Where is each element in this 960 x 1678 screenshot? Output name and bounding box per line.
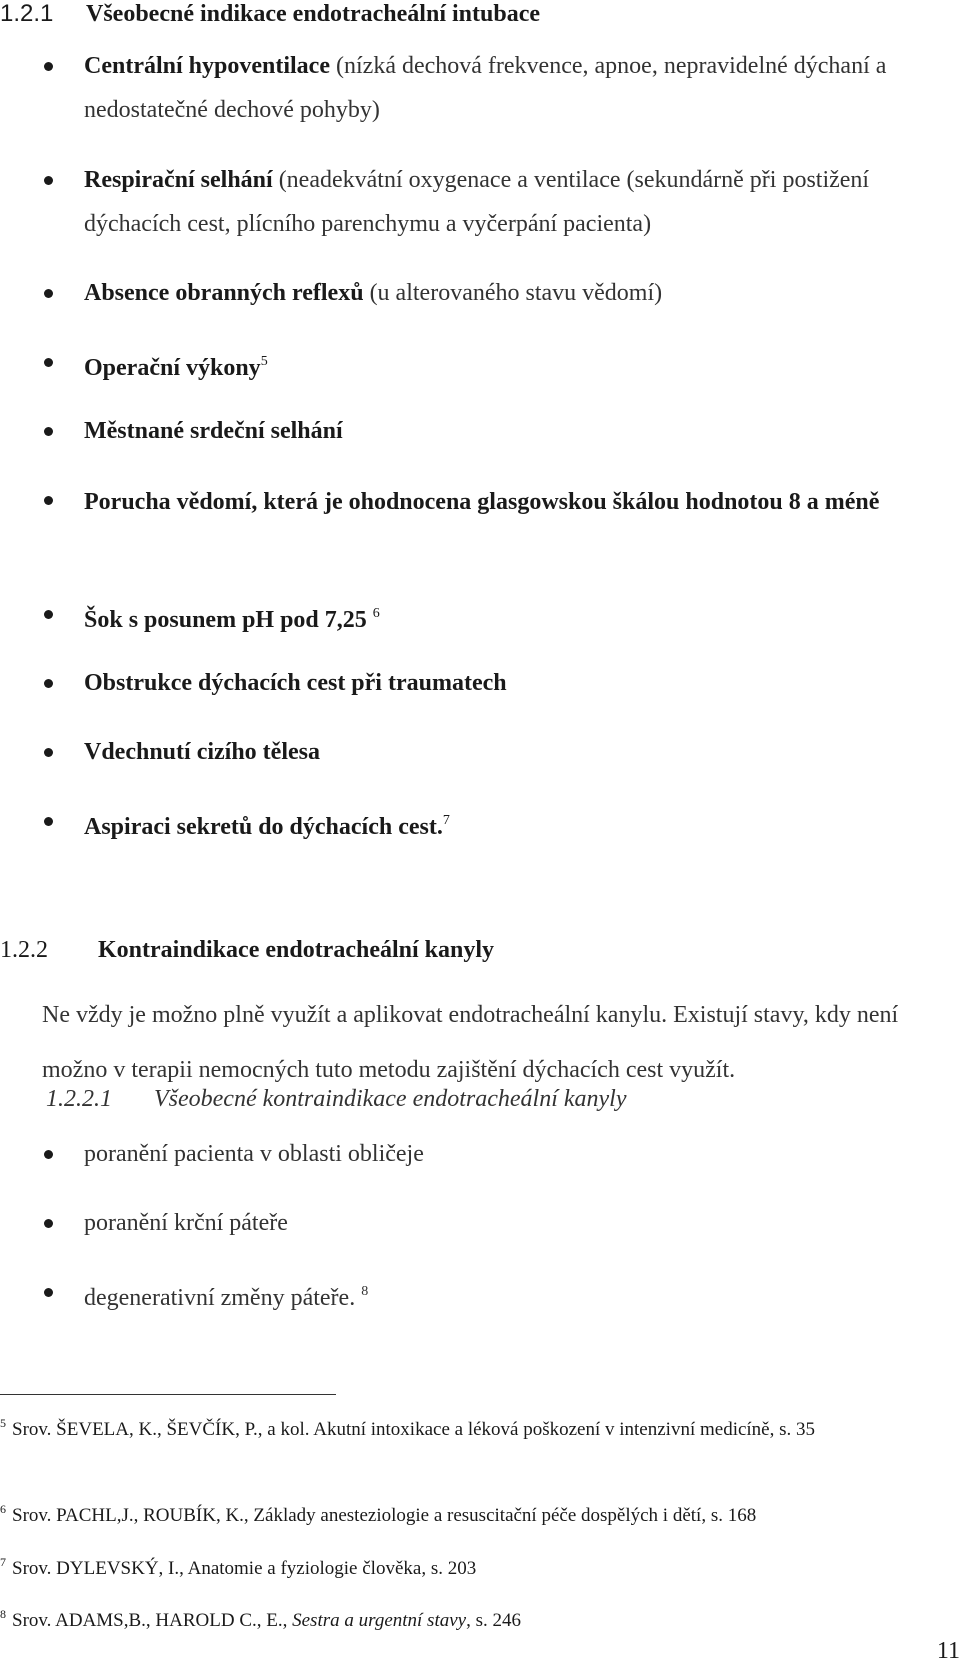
list-item: [84, 592, 960, 642]
item-bold: Šok s posunem pH pod 7,25: [84, 607, 367, 633]
footnote-number: 7: [0, 1555, 6, 1569]
footnote-8: [0, 1599, 960, 1636]
item-bold: Absence obranných reflexů: [84, 280, 364, 306]
footnote-prefix: Srov.: [12, 1558, 57, 1579]
footnote-title: Sestra a urgentní stavy: [287, 1610, 467, 1631]
footnote-title: Základy anesteziologie a resuscitační péče dospělých i dětí: [248, 1505, 702, 1526]
section-title: Všeobecné indikace endotracheální intubace: [86, 1, 540, 27]
list-item: [84, 409, 960, 453]
section-heading-1-2-2: [0, 937, 494, 964]
footnote-prefix: Srov.: [12, 1419, 57, 1440]
item-rest: (nízká dechová frekvence, apnoe, nepravidelné dýchaní a nedostatečné dechové pohyby): [84, 53, 887, 123]
footnote-authors: ŠEVELA, K., ŠEVČÍK, P., a kol.: [56, 1419, 310, 1440]
section-heading-1-2-2-1: [46, 1086, 627, 1113]
list-item: [84, 1201, 960, 1245]
section-title: Kontraindikace endotracheální kanyly: [98, 937, 495, 963]
item-text: poranění pacienta v oblasti obličeje: [84, 1141, 424, 1167]
footnote-6: [0, 1494, 960, 1531]
section-number: 1.2.2: [0, 937, 48, 963]
list-item: [84, 661, 960, 705]
list-item: [84, 799, 960, 849]
footnote-separator: [0, 1394, 336, 1395]
footnote-number: 6: [0, 1502, 6, 1516]
footnote-authors: DYLEVSKÝ, I.,: [56, 1558, 184, 1579]
item-rest: (neadekvátní oxygenace a ventilace (sekundárně při postižení dýchacích cest, plícního parenchymu a vyčerpání pacienta): [84, 167, 870, 237]
footnote-ref: 5: [260, 354, 268, 369]
footnote-7: [0, 1547, 960, 1584]
section-number: 1.2.1: [0, 0, 54, 27]
footnote-authors: ADAMS,B., HAROLD C., E.,: [55, 1610, 288, 1631]
footnote-prefix: Srov.: [12, 1610, 56, 1631]
item-bold: Respirační selhání: [84, 167, 273, 193]
item-bold: Centrální hypoventilace: [84, 53, 330, 79]
list-item: [84, 44, 960, 132]
section-title: Všeobecné kontraindikace endotracheální kanyly: [154, 1086, 627, 1112]
footnote-suffix: , s. 203: [421, 1558, 477, 1579]
list-item: [84, 271, 960, 315]
paragraph-text: Ne vždy je možno plně využít a aplikovat endotracheální kanylu. Existují stavy, kdy není možno v terapii nemocných tuto metodu zajištění dýchacích cest využít.: [42, 1002, 899, 1083]
list-item: [84, 730, 960, 774]
item-text: poranění krční páteře: [84, 1210, 288, 1236]
item-bold: Obstrukce dýchacích cest při traumatech: [84, 670, 507, 696]
page-number: 11: [936, 1638, 960, 1664]
footnote-number: 8: [0, 1607, 6, 1621]
footnote-ref: 7: [442, 813, 450, 828]
list-item: [84, 158, 960, 246]
item-bold: Porucha vědomí, která je ohodnocena glasgowskou škálou hodnotou 8 a méně: [84, 489, 880, 515]
footnote-number: 5: [0, 1416, 6, 1430]
list-item: [84, 340, 960, 390]
item-bold: Operační výkony: [84, 355, 261, 381]
footnote-ref: 6: [372, 606, 380, 621]
item-rest: (u alterovaného stavu vědomí): [363, 280, 663, 306]
footnote-5: [0, 1408, 960, 1445]
section-number: 1.2.2.1: [46, 1086, 112, 1112]
footnote-ref: 8: [361, 1284, 369, 1299]
paragraph: [0, 988, 960, 1098]
footnote-title: Anatomie a fyziologie člověka: [183, 1558, 422, 1579]
item-bold: Vdechnutí cizího tělesa: [84, 739, 320, 765]
footnote-suffix: , s. 168: [701, 1505, 757, 1526]
footnote-authors: PACHL,J., ROUBÍK, K.,: [56, 1505, 249, 1526]
footnote-suffix: , s. 35: [769, 1419, 816, 1440]
list-item: [84, 478, 960, 526]
footnote-title: Akutní intoxikace a léková poškození v intenzivní medicíně: [309, 1419, 770, 1440]
item-bold: Městnané srdeční selhání: [84, 418, 343, 444]
item-bold: Aspiraci sekretů do dýchacích cest.: [84, 814, 443, 840]
footnote-suffix: , s. 246: [466, 1610, 521, 1631]
footnote-prefix: Srov.: [12, 1505, 57, 1526]
list-item: [84, 1132, 960, 1176]
item-text: degenerativní změny páteře.: [84, 1285, 356, 1311]
list-item: [84, 1270, 960, 1320]
section-heading-1-2-1: [0, 0, 540, 28]
